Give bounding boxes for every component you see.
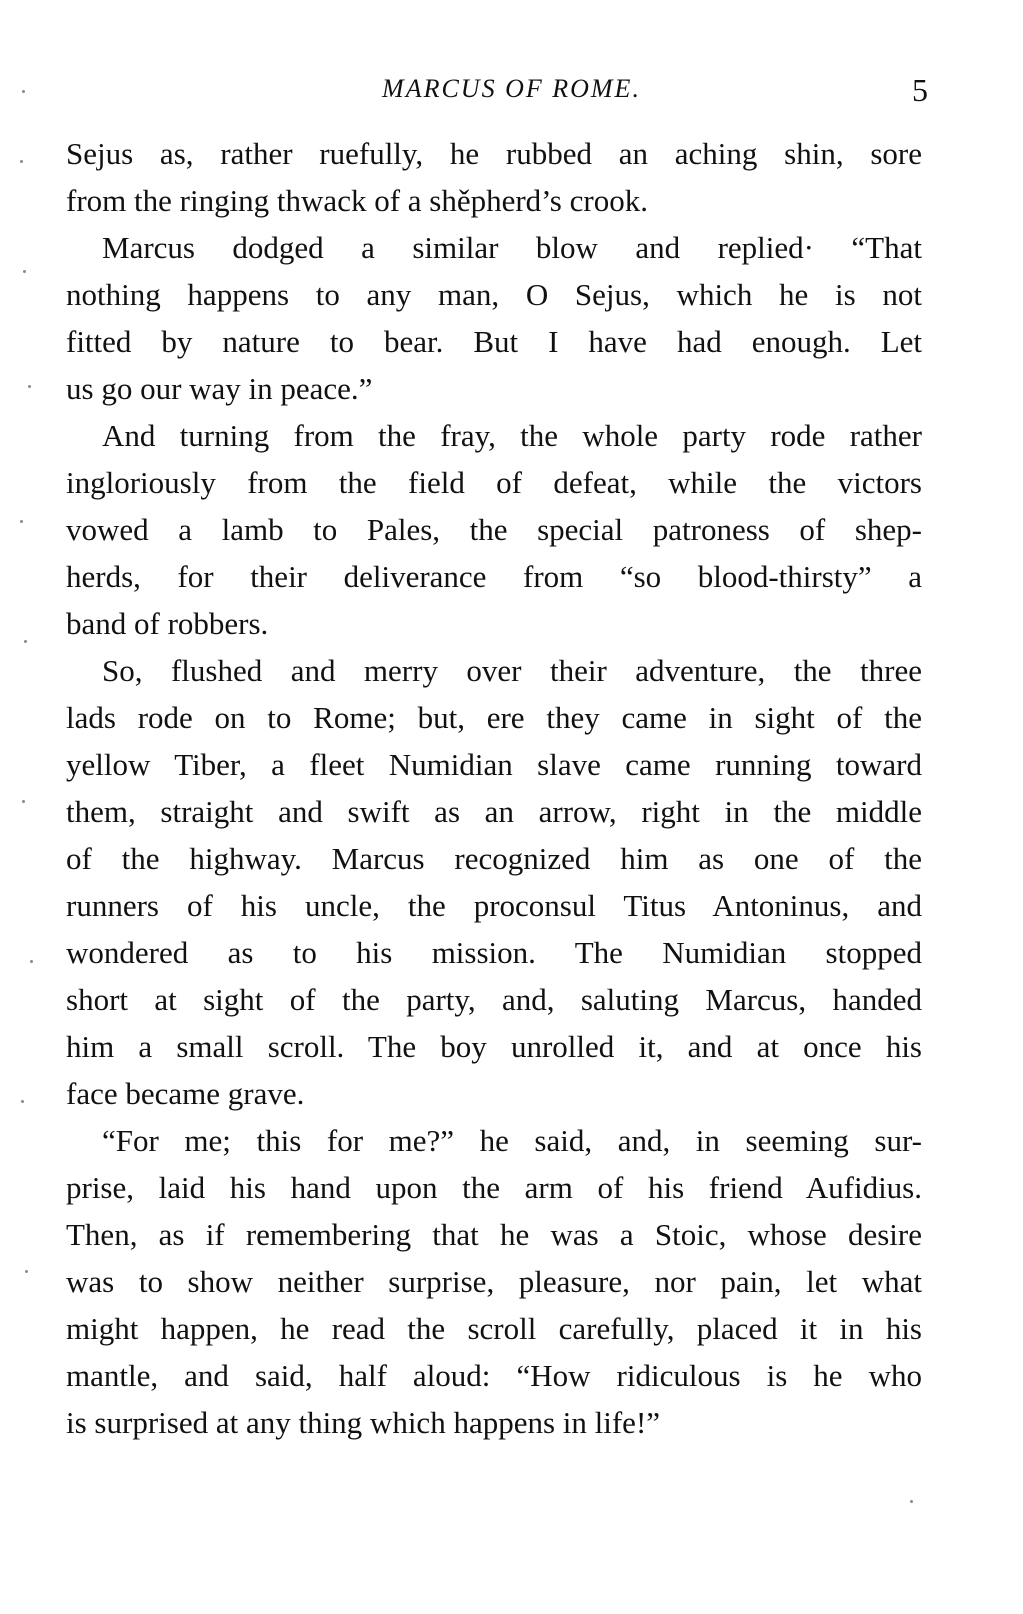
text-line: runners of his uncle, the proconsul Titus Antoninus, and (66, 888, 922, 923)
page-number: 5 (912, 72, 928, 108)
text-line: vowed a lamb to Pales, the special patroness of shep- (66, 512, 922, 547)
text-line: band of robbers. (66, 606, 269, 641)
text-line: wondered as to his mission. The Numidian stopped (66, 935, 922, 970)
running-title: MARCUS OF ROME. (382, 74, 641, 103)
text-line: Then, as if remembering that he was a Stoic, whose desire (66, 1217, 922, 1252)
text-line: And turning from the fray, the whole party rode rather (102, 418, 922, 453)
margin-speck (21, 1100, 24, 1103)
margin-speck (30, 960, 33, 963)
text-line: is surprised at any thing which happens in life!” (66, 1405, 661, 1440)
text-line: us go our way in peace.” (66, 371, 373, 406)
text-line: him a small scroll. The boy unrolled it, and at once his (66, 1029, 922, 1064)
margin-speck (20, 520, 23, 523)
text-line: yellow Tiber, a fleet Numidian slave came running toward (66, 747, 922, 782)
text-line: might happen, he read the scroll carefully, placed it in his (66, 1311, 922, 1346)
text-line: fitted by nature to bear. But I have had enough. Let (66, 324, 922, 359)
text-line: of the highway. Marcus recognized him as one of the (66, 841, 922, 876)
text-line: mantle, and said, half aloud: “How ridiculous is he who (66, 1358, 922, 1393)
text-line: ingloriously from the field of defeat, while the victors (66, 465, 922, 500)
text-line: So, flushed and merry over their adventure, the three (102, 653, 922, 688)
text-line: herds, for their deliverance from “so blood-thirsty” a (66, 559, 922, 594)
margin-speck (22, 90, 25, 93)
text-line: Sejus as, rather ruefully, he rubbed an aching shin, sore (66, 136, 922, 171)
margin-speck (910, 1500, 913, 1503)
text-line: was to show neither surprise, pleasure, nor pain, let what (66, 1264, 922, 1299)
margin-speck (20, 160, 23, 163)
body-text (66, 130, 922, 1446)
margin-speck (23, 270, 26, 273)
text-line: nothing happens to any man, O Sejus, which he is not (66, 277, 922, 312)
margin-speck (28, 385, 31, 388)
text-line: them, straight and swift as an arrow, right in the middle (66, 794, 922, 829)
text-line: prise, laid his hand upon the arm of his friend Aufidius. (66, 1170, 922, 1205)
margin-speck (25, 1270, 28, 1273)
text-line: from the ringing thwack of a shěpherd’s crook. (66, 183, 648, 218)
text-line: Marcus dodged a similar blow and replied· “That (102, 230, 922, 265)
text-line: lads rode on to Rome; but, ere they came in sight of the (66, 700, 922, 735)
text-line: “For me; this for me?” he said, and, in seeming sur- (102, 1123, 922, 1158)
running-head (0, 68, 1023, 108)
margin-speck (22, 800, 25, 803)
text-line: face became grave. (66, 1076, 305, 1111)
margin-speck (24, 640, 27, 643)
text-line: short at sight of the party, and, saluting Marcus, handed (66, 982, 922, 1017)
